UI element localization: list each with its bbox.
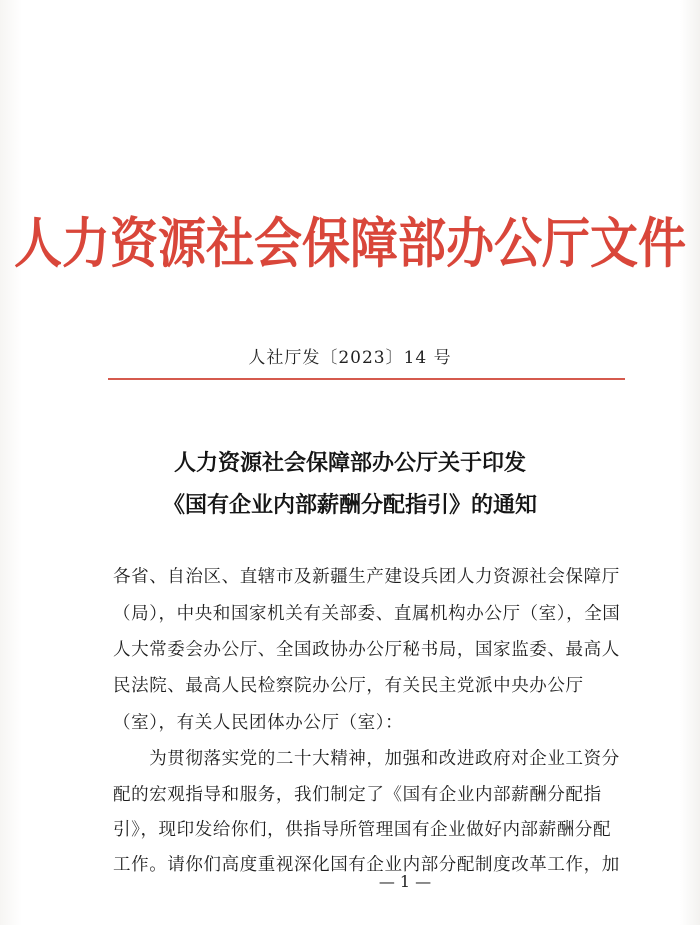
document-title-line-1: 人力资源社会保障部办公厅关于印发 [173, 450, 526, 476]
body-line-7: 配的宏观指导和服务，我们制定了《国有企业内部薪酬分配指 [113, 785, 602, 805]
document-title-line-2: 《国有企业内部薪酬分配指引》的通知 [162, 492, 537, 518]
page-number: — 1 — [378, 872, 432, 891]
document-masthead: 人力资源社会保障部办公厅文件 [13, 212, 686, 276]
body-line-4: 民法院、最高人民检察院办公厅，有关民主党派中央办公厅 [113, 676, 584, 696]
document-number: 人社厅发〔2023〕14 号 [248, 348, 452, 368]
red-separator-line [108, 378, 625, 380]
body-line-5: （室），有关人民团体办公厅（室）： [113, 713, 404, 733]
body-line-6: 为贯彻落实党的二十大精神，加强和改进政府对企业工资分 [113, 749, 620, 769]
body-line-9: 工作。请你们高度重视深化国有企业内部分配制度改革工作，加 [113, 855, 620, 875]
body-line-2: （局），中央和国家机关有关部委、直属机构办公厅（室），全国 [113, 604, 621, 624]
body-line-8: 引》，现印发给你们，供指导所管理国有企业做好内部薪酬分配 [113, 820, 612, 840]
body-line-1: 各省、自治区、直辖市及新疆生产建设兵团人力资源社会保障厅 [113, 567, 620, 587]
body-line-3: 人大常委会办公厅、全国政协办公厅秘书局，国家监委、最高人 [113, 640, 620, 660]
